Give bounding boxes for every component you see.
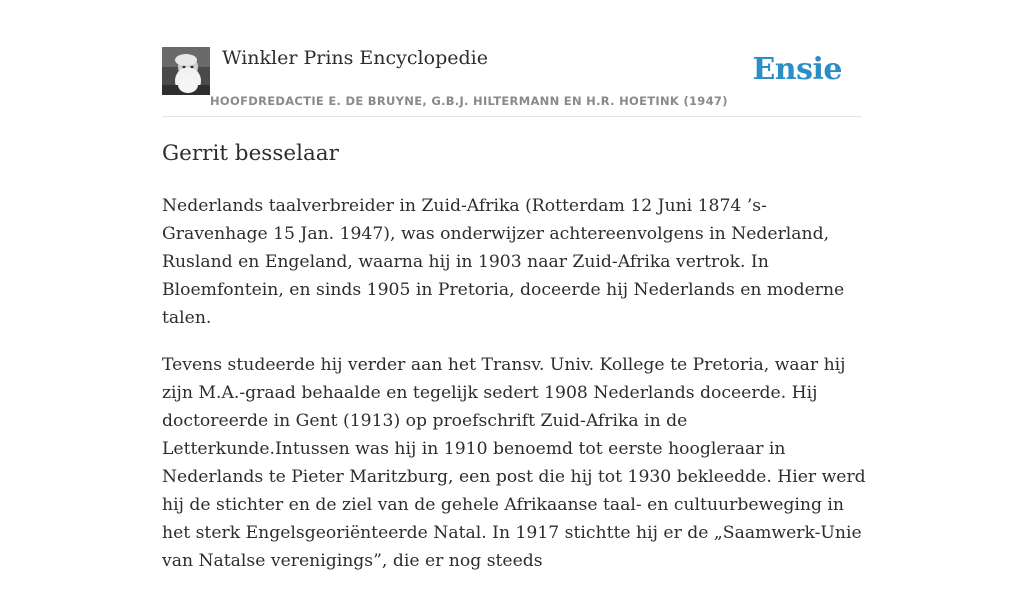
article-body <box>162 192 866 594</box>
ensie-logo[interactable]: Ensie <box>752 52 842 87</box>
bearded-man-portrait-icon[interactable] <box>162 47 210 95</box>
article-paragraph: Nederlands taalverbreider in Zuid-Afrika (Rotterdam 12 Juni 1874 ’s-Gravenhage 15 Jan. 1947), was onderwijzer achtereenvolgens in Nederland, Rusland en Engeland, waarna hij in 1903 naar Zuid-Afrika vertrok. In Bloemfontein, en sinds 1905 in Pretoria, doceerde hij Nederlands en moderne talen. <box>162 196 845 328</box>
editorial-credits: HOOFDREDACTIE E. DE BRUYNE, G.B.J. HILTERMANN EN H.R. HOETINK (1947) <box>210 94 728 108</box>
site-header <box>162 46 862 117</box>
article-title: Gerrit besselaar <box>162 141 339 166</box>
site-title[interactable]: Winkler Prins Encyclopedie <box>222 47 488 69</box>
article-paragraph: Tevens studeerde hij verder aan het Transv. Univ. Kollege te Pretoria, waar hij zijn M.A.-graad behaalde en tegelijk sedert 1908 Nederlands doceerde. Hij doctoreerde in Gent (1913) op proefschrift Zuid-Afrika in de Letterkunde.Intussen was hij in 1910 benoemd tot eerste hoogleraar in Nederlands te Pieter Maritzburg, een post die hij tot 1930 bekleedde. Hier werd hij de stichter en de ziel van de gehele Afrikaanse taal- en cultuurbeweging in het sterk Engelsgeoriënteerde Natal. In 1917 stichtte hij er de „Saamwerk-Unie van Natalse verenigings”, die er nog steeds <box>162 355 866 571</box>
